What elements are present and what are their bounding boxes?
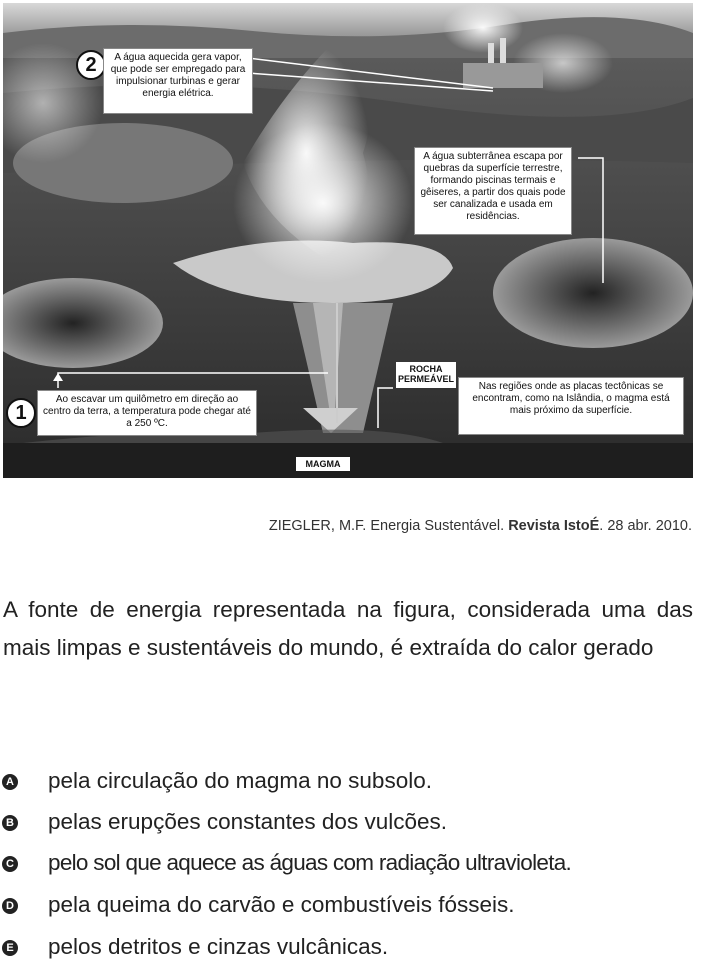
caption-author: ZIEGLER, M.F. Energia Sustentável. (268, 518, 505, 534)
option-e-letter: E (2, 940, 18, 956)
option-a-letter: A (2, 774, 18, 790)
groundwater-label: A água subterrânea escapa por quebras da superfície terrestre, formando piscinas termais e gêiseres, a partir dos quais pode ser canalizada e usada em residências. (414, 147, 572, 235)
option-c-letter: C (2, 856, 18, 872)
magma-label: MAGMA (296, 457, 350, 471)
option-d[interactable] (0, 887, 714, 923)
question-text: A fonte de energia representada na figura, considerada uma das mais limpas e sustentáveis do mundo, é extraída do calor gerado (3, 597, 693, 660)
option-b[interactable] (0, 804, 714, 840)
callout-2-label: A água aquecida gera vapor, que pode ser empregado para impulsionar turbinas e gerar energia elétrica. (103, 48, 253, 114)
geothermal-figure (3, 3, 693, 478)
caption-date: . 28 abr. 2010. (599, 518, 692, 534)
tectonic-label: Nas regiões onde as placas tectônicas se encontram, como na Islândia, o magma está mais próximo da superfície. (458, 377, 684, 435)
caption-source: Revista IstoÉ (508, 518, 600, 534)
option-a[interactable] (0, 763, 714, 799)
option-c[interactable] (0, 845, 714, 881)
callout-1-label: Ao escavar um quilômetro em direção ao centro da terra, a temperatura pode chegar até a 250 ºC. (37, 390, 257, 436)
option-a-text: pela circulação do magma no subsolo. (48, 768, 432, 793)
option-e[interactable] (0, 929, 714, 965)
option-d-text: pela queima do carvão e combustíveis fósseis. (48, 892, 515, 917)
callout-1-number: 1 (6, 398, 36, 428)
option-b-text: pelas erupções constantes dos vulcões. (48, 809, 447, 834)
permeable-rock-label: ROCHA PERMEÁVEL (396, 362, 456, 388)
option-b-letter: B (2, 815, 18, 831)
option-c-text: pelo sol que aquece as águas com radiação ultravioleta. (48, 850, 572, 875)
figure-caption (269, 518, 692, 534)
option-d-letter: D (2, 898, 18, 914)
callout-2-number: 2 (76, 50, 106, 80)
option-e-text: pelos detritos e cinzas vulcânicas. (48, 934, 389, 959)
